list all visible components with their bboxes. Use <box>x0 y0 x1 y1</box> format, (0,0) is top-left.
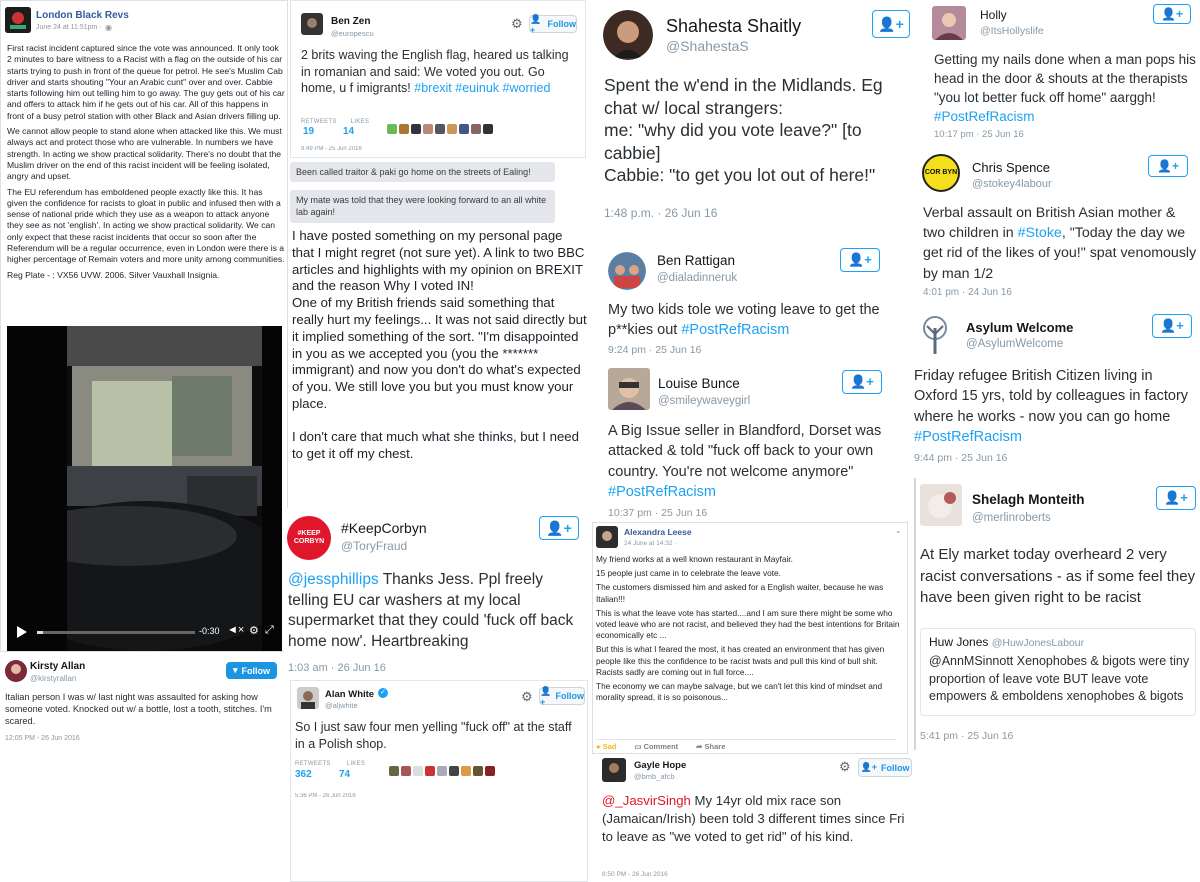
shahesta-line: chat w/ local strangers: <box>604 97 783 118</box>
gayle-avatar[interactable] <box>602 758 626 782</box>
liker-avatar[interactable] <box>471 124 481 134</box>
liker-avatar[interactable] <box>485 766 495 776</box>
alexandra-paragraph: The economy we can maybe salvage, but we can't let this kind of mindset and morality spread, it is so poisonous... <box>596 681 883 703</box>
add-user-icon: 👤+ <box>1164 490 1188 505</box>
chris-logo-text: COR BYN <box>924 169 958 176</box>
hashtag-link[interactable]: #worried <box>502 81 551 95</box>
add-user-icon: 👤+ <box>850 374 874 389</box>
asylum-handle[interactable]: @AsylumWelcome <box>966 338 1064 350</box>
ben-follow-button[interactable] <box>840 248 880 272</box>
alexandra-post <box>592 522 908 754</box>
shelagh-text: At Ely market today overheard 2 very racist conversations - as if some feel they have been given right to be racist <box>920 546 1196 606</box>
asylum-body: Friday refugee British Citizen living in Oxford 15 yrs, told by colleagues in factory where he works - now you can go home <box>914 368 1189 425</box>
alexandra-name[interactable]: Alexandra Leese <box>624 527 692 537</box>
add-user-icon: 👤+ <box>540 685 552 707</box>
liker-avatar[interactable] <box>399 124 409 134</box>
liker-avatar[interactable] <box>483 124 493 134</box>
add-user-icon: 👤+ <box>1160 318 1184 333</box>
benzen-text <box>301 47 581 97</box>
shahesta-avatar[interactable] <box>603 10 653 60</box>
huw-text: @AnnMSinnott Xenophobes & bigots were tiny proportion of leave vote BUT leave vote empowers & emboldens xenophobes & bigots <box>929 654 1190 703</box>
likes-label: LIKES <box>350 119 370 125</box>
personal-post <box>292 228 588 500</box>
add-user-icon: 👤+ <box>848 252 872 267</box>
ben-handle[interactable]: @dialadinneruk <box>657 272 738 284</box>
shelagh-follow-button[interactable] <box>1156 486 1196 510</box>
mute-icon[interactable]: ◄× <box>227 624 245 636</box>
gayle-handle[interactable]: @bmb_afcb <box>634 772 675 781</box>
alexandra-text <box>596 554 906 703</box>
sad-reaction-button[interactable]: ● Sad <box>596 742 617 751</box>
alan-likes[interactable]: 74 <box>339 769 351 780</box>
alan-name[interactable]: Alan White <box>325 689 375 700</box>
gear-icon[interactable]: ⚙ <box>511 16 523 31</box>
liker-avatars <box>389 766 495 776</box>
comment-label: Comment <box>643 742 679 751</box>
play-icon[interactable] <box>17 626 27 638</box>
corbyn-logo-text: #KEEP CORBYN <box>293 530 325 545</box>
liker-avatar[interactable] <box>461 766 471 776</box>
corbyn-body: Thanks Jess. Ppl freely telling EU car washers at my local supermarket that they could 'fuck off back home now'. Heartbreaking <box>288 571 574 650</box>
kirsty-name[interactable]: Kirsty Allan <box>30 661 86 672</box>
huw-name[interactable]: Huw Jones <box>929 635 989 649</box>
shelagh-tweet <box>914 478 1200 750</box>
ben-avatar[interactable] <box>608 252 646 290</box>
shahesta-line: Spent the w'end in the Midlands. Eg <box>604 75 883 95</box>
asylum-name[interactable]: Asylum Welcome <box>966 320 1074 335</box>
ben-time[interactable]: 9:24 pm · 25 Jun 16 <box>608 344 702 356</box>
liker-avatar[interactable] <box>437 766 447 776</box>
gayle-follow-button[interactable] <box>858 758 912 777</box>
share-label: Share <box>704 742 726 751</box>
gayle-name[interactable]: Gayle Hope <box>634 760 687 771</box>
louise-follow-button[interactable] <box>842 370 882 394</box>
likes-label: LIKES <box>346 761 366 767</box>
liker-avatar[interactable] <box>435 124 445 134</box>
hashtag-link[interactable]: #PostRefRacism <box>914 428 1022 445</box>
shelagh-avatar[interactable] <box>920 484 962 526</box>
liker-avatar[interactable] <box>387 124 397 134</box>
shelagh-handle[interactable]: @merlinroberts <box>972 512 1051 524</box>
chris-text <box>923 203 1199 284</box>
liker-avatar[interactable] <box>411 124 421 134</box>
shahesta-name[interactable]: Shahesta Shaitly <box>666 16 802 36</box>
add-user-icon: 👤+ <box>1161 7 1183 21</box>
hashtag-link[interactable]: #PostRefRacism <box>934 109 1035 124</box>
kirsty-handle[interactable]: @kirstyrallan <box>30 674 77 683</box>
shelagh-time[interactable]: 5:41 pm · 25 Jun 16 <box>920 730 1014 742</box>
comment-ealing: Been called traitor & paki go home on the streets of Ealing! <box>290 162 555 182</box>
mention-link[interactable]: @_JasvirSingh <box>602 793 691 808</box>
kirsty-text: Italian person I was w/ last night was assaulted for asking how someone voted. Knocked out w/ a bottle, lost a tooth, stitches. I'm scared. <box>5 692 272 726</box>
ben-tweet <box>600 240 896 362</box>
verified-icon: ✓ <box>378 688 388 698</box>
post-paragraph: I have posted something on my personal page that I might regret (not sure yet). A link to two BBC articles and highlights with my opinion on BREXIT and the reason Why I voted IN! <box>292 228 585 294</box>
corbyn-follow-button[interactable] <box>539 516 579 540</box>
video-progress-fill <box>37 631 43 634</box>
shahesta-follow-button[interactable] <box>872 10 910 38</box>
lbr-paragraph: First racist incident captured since the vote was announced. It only took 2 minutes to bare witness to a Racist with a flag on the outside of his car starts trying to push in front of the queue for petrol. He see's Muslim Cab driver and starts shouting "Your an Arabic cunt" over and over. Cabbie starts following him out telling him to go away. The guy gets out of his car and offers to attack him if he gets out of his car. All of this happens in front of a busy petrol station with other Black and Asian drivers filling up. <box>7 43 285 121</box>
lbr-time[interactable]: June 24 at 11:51pm · <box>36 24 102 31</box>
louise-tweet <box>600 362 896 522</box>
shelagh-name[interactable]: Shelagh Monteith <box>972 492 1085 507</box>
benzen-retweets[interactable]: 19 <box>303 126 315 137</box>
gayle-text <box>602 792 914 847</box>
benzen-stats <box>301 119 369 125</box>
comment-button[interactable]: ▭ Comment <box>634 742 679 751</box>
alexandra-paragraph: My friend works at a well known restaurant in Mayfair. <box>596 554 793 564</box>
holly-avatar[interactable] <box>932 6 966 40</box>
benzen-likes[interactable]: 14 <box>343 126 355 137</box>
hashtag-link[interactable]: #PostRefRacism <box>681 322 790 338</box>
add-user-icon: 👤+ <box>546 519 572 536</box>
alan-retweets[interactable]: 362 <box>295 769 312 780</box>
benzen-name[interactable]: Ben Zen <box>331 16 371 27</box>
chris-handle[interactable]: @stokey4labour <box>972 178 1052 190</box>
share-button[interactable]: ➦ Share <box>696 742 726 751</box>
liker-avatar[interactable] <box>423 124 433 134</box>
liker-avatar[interactable] <box>401 766 411 776</box>
louise-handle[interactable]: @smileywaveygirl <box>658 395 751 407</box>
retweets-label: RETWEETS <box>301 119 337 125</box>
hashtag-link[interactable]: #PostRefRacism <box>608 483 716 500</box>
holly-time[interactable]: 10:17 pm · 25 Jun 16 <box>934 129 1024 140</box>
mention-link[interactable]: @jessphillips <box>288 571 379 588</box>
lbr-avatar[interactable] <box>5 7 31 33</box>
liker-avatar[interactable] <box>449 766 459 776</box>
post-paragraph: One of my British friends said something that really hurt my feelings... It was not said directly but it implied something of the sort. "I'm disappointed in you as we accepted you (you the ******* immigrant) and now you don't do what's expected of you. We still love you but you must know your place. <box>292 295 587 411</box>
louise-time[interactable]: 10:37 pm · 25 Jun 16 <box>608 507 708 519</box>
louise-text <box>608 421 896 502</box>
lbr-text <box>7 43 285 323</box>
lbr-paragraph: The EU referendum has emboldened people exactly like this. It has given the confidence for racists to gloat in public and infused then with a sense of national pride which they use as a weapon to attack anyone they see as not 'english'. In acting we show practical solidarity. We can only expect that these racist incidents that occur so soon after the Referendum will be a regular occurrence, even in London were there is a higher percentage of Remain voters and more unity among communities. <box>7 186 285 265</box>
alan-tweet <box>290 680 588 882</box>
add-user-icon: 👤+ <box>878 15 904 32</box>
shahesta-time[interactable]: 1:48 p.m. · 26 Jun 16 <box>604 206 718 220</box>
benzen-follow-button[interactable] <box>529 15 577 33</box>
shahesta-line: Cabbie: "to get you lot out of here!" <box>604 165 876 185</box>
alexandra-paragraph: 15 people just came in to celebrate the leave vote. <box>596 568 781 579</box>
alexandra-avatar[interactable] <box>596 526 618 548</box>
corbyn-text <box>288 570 584 652</box>
asylum-time[interactable]: 9:44 pm · 25 Jun 16 <box>914 452 1008 464</box>
ben-name[interactable]: Ben Rattigan <box>657 253 736 268</box>
sad-label: Sad <box>602 742 617 751</box>
holly-tweet <box>926 0 1200 148</box>
corbyn-tweet <box>284 508 588 680</box>
holly-body: Getting my nails done when a man pops his head in the door & shouts at the therapists "you lot better fuck off home" aarggh! <box>934 52 1196 105</box>
alan-avatar[interactable] <box>297 687 319 709</box>
ben-body: My two kids tole we voting leave to get the p**kies out <box>608 302 880 338</box>
post-paragraph: I don't care that much what she thinks, but I need to get it off my chest. <box>292 428 579 461</box>
add-user-icon: 👤+ <box>1157 159 1179 173</box>
fullscreen-icon[interactable]: ⤢ <box>265 624 274 636</box>
settings-icon[interactable]: ⚙ <box>249 625 259 637</box>
louise-avatar[interactable] <box>608 368 650 410</box>
alan-stats <box>295 761 365 767</box>
liker-avatar[interactable] <box>413 766 423 776</box>
asylum-tweet <box>910 306 1200 474</box>
corbyn-avatar[interactable] <box>287 516 331 560</box>
gayle-body: My 14yr old mix race son (Jamaican/Irish) been told 3 different times since Fri to leave as "we voted to get rid" of his kind. <box>602 793 905 845</box>
corbyn-handle[interactable]: @ToryFraud <box>341 539 408 553</box>
fb-action-bar <box>596 739 896 753</box>
huw-quote <box>920 628 1196 716</box>
shahesta-text <box>604 74 914 187</box>
follow-label: Follow <box>547 19 576 29</box>
chris-time[interactable]: 4:01 pm · 24 Jun 16 <box>923 287 1012 298</box>
louise-name[interactable]: Louise Bunce <box>658 376 740 391</box>
kirsty-avatar[interactable] <box>5 660 27 682</box>
globe-icon: ◉ <box>105 23 112 32</box>
add-user-icon: 👤+ <box>530 13 542 35</box>
gayle-tweet <box>596 754 916 882</box>
benzen-time[interactable]: 9:49 PM - 25 Jun 2016 <box>301 146 362 152</box>
corbyn-name[interactable]: #KeepCorbyn <box>341 520 427 536</box>
benzen-handle[interactable]: @europescu <box>331 29 374 38</box>
alan-follow-button[interactable] <box>539 687 585 705</box>
benzen-avatar[interactable] <box>301 13 323 35</box>
corbyn-time[interactable]: 1:03 am · 26 Jun 16 <box>288 662 386 674</box>
liker-avatar[interactable] <box>459 124 469 134</box>
chris-body-cont: , "Today the day we get rid of the likes of you!" spat venomously by man 1/2 <box>923 225 1197 282</box>
alexandra-paragraph: The customers dismissed him and asked for a English waiter, because he was Italian!!! <box>596 582 884 604</box>
shahesta-handle[interactable]: @ShahestaS <box>666 38 749 54</box>
liker-avatar[interactable] <box>389 766 399 776</box>
lbr-paragraph: Reg Plate - : VX56 UVW. 2006. Silver Vauxhall Insignia. <box>7 269 220 280</box>
kirsty-tweet <box>0 652 288 754</box>
asylum-follow-button[interactable] <box>1152 314 1192 338</box>
kirsty-time[interactable]: 12:05 PM - 26 Jun 2016 <box>5 735 80 742</box>
hashtag-link[interactable]: #Stoke <box>1017 225 1062 242</box>
holly-text <box>934 50 1196 126</box>
louise-body: A Big Issue seller in Blandford, Dorset was attacked & told "fuck off back to your own country. You're not welcome anymore" <box>608 423 882 480</box>
alan-time[interactable]: 5:36 PM - 26 Jun 2016 <box>295 793 356 799</box>
chevron-down-icon[interactable]: ⌄ <box>895 526 902 535</box>
lbr-name[interactable]: London Black Revs <box>36 10 129 21</box>
shahesta-tweet <box>596 0 914 232</box>
liker-avatar[interactable] <box>473 766 483 776</box>
lbr-post <box>0 0 288 652</box>
holly-handle[interactable]: @ItsHollyslife <box>980 25 1044 37</box>
asylum-avatar[interactable] <box>918 314 952 356</box>
holly-name[interactable]: Holly <box>980 8 1007 22</box>
petrol-station-scene <box>7 326 282 651</box>
liker-avatars <box>387 124 493 134</box>
comment-lab: My mate was told that they were looking forward to an all white lab again! <box>290 190 555 223</box>
follow-label: Follow <box>555 691 584 701</box>
add-user-icon: 👤+ <box>860 762 877 772</box>
alexandra-paragraph: This is what the leave vote has started....and I am sure there might be some who voted leave who are not racist, and believed they had the best intentions for Britain economically etc ... <box>596 607 900 641</box>
follow-label: Follow <box>880 762 910 773</box>
video-time: -0:30 <box>199 626 220 636</box>
benzen-tweet <box>290 0 586 158</box>
holly-follow-button[interactable] <box>1153 4 1191 24</box>
lbr-paragraph: We cannot allow people to stand alone when attacked like this. We must always act and protect those who are vulnerable. In numbers we have strength. In acting we show practical solidarity. There's no doubt that the Muslim driver on the end of this racist incident will be feeling isolated, angry and upset. <box>7 126 282 182</box>
alexandra-paragraph: But this is what I feared the most, it has created an environment that has given people like this the confidence to be racist twats and pull this kind of bull shit. Racists sadly are coming out in full force.... <box>596 644 885 677</box>
kirsty-follow-button[interactable] <box>226 662 277 679</box>
lbr-video[interactable] <box>7 326 282 651</box>
shahesta-line: cabbie] <box>604 142 661 163</box>
liker-avatar[interactable] <box>447 124 457 134</box>
follow-label: Follow <box>241 665 271 676</box>
alexandra-time[interactable]: 24 June at 14:32 · <box>624 540 677 547</box>
chris-tweet <box>918 150 1200 305</box>
chris-follow-button[interactable] <box>1148 155 1188 177</box>
gayle-time[interactable]: 8:50 PM - 26 Jun 2016 <box>602 871 668 878</box>
video-progress-track[interactable] <box>37 631 195 634</box>
bird-icon: ▾ <box>232 665 238 675</box>
gear-icon[interactable]: ⚙ <box>521 689 533 704</box>
chris-body: Verbal assault on British Asian mother & two children in <box>923 205 1176 242</box>
asylum-text <box>914 366 1198 447</box>
gear-icon[interactable]: ⚙ <box>839 759 851 774</box>
chris-avatar[interactable] <box>922 154 960 192</box>
benzen-body: 2 brits waving the English flag, heared us talking in romanian and said: We voted you out. Go home, u f imigrants! <box>301 48 569 95</box>
chris-name[interactable]: Chris Spence <box>972 160 1051 175</box>
retweets-label: RETWEETS <box>295 761 331 767</box>
huw-handle[interactable]: @HuwJonesLabour <box>991 637 1085 649</box>
alan-handle[interactable]: @aljwhite <box>325 701 358 710</box>
alan-text: So I just saw four men yelling "fuck off" at the staff in a Polish shop. <box>295 720 572 751</box>
liker-avatar[interactable] <box>425 766 435 776</box>
ben-text <box>608 300 894 340</box>
hashtag-link[interactable]: #brexit #euinuk <box>414 81 500 95</box>
shahesta-line: me: "why did you vote leave?" [to <box>604 120 862 140</box>
